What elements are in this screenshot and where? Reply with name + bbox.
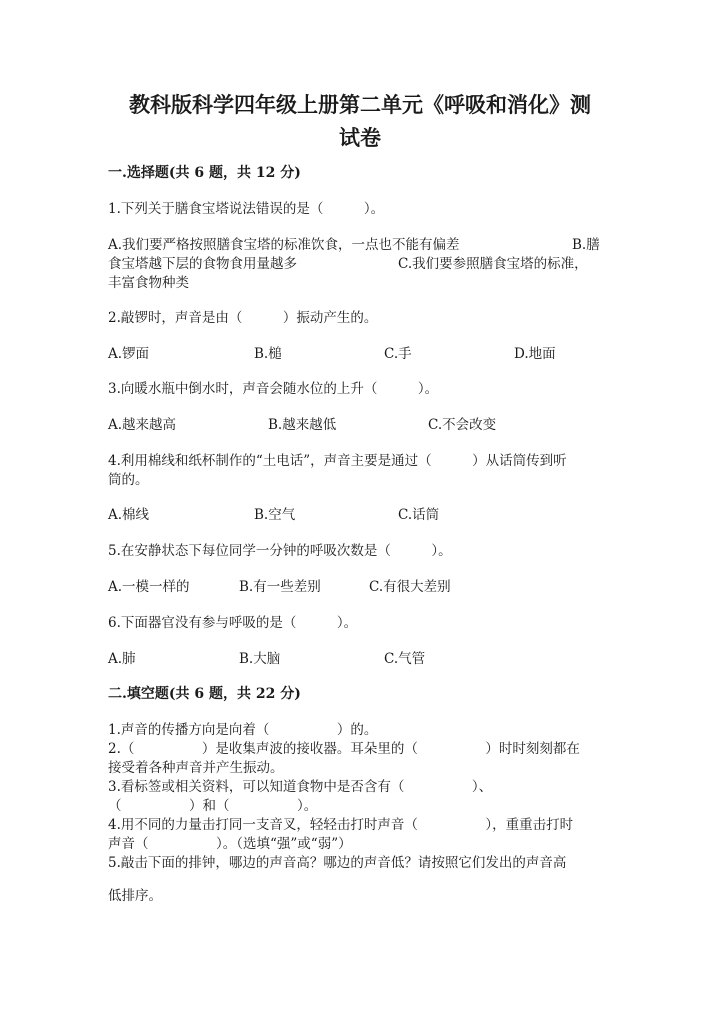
question-2-option-d: D.地面 (514, 346, 556, 362)
question-3-text: 3.向暖水瓶中倒水时，声音会随水位的上升（ ）。 (108, 381, 439, 397)
question-5-option-b: B.有一些差别 (239, 579, 321, 595)
question-1-option-a: A.我们要严格按照膳食宝塔的标准饮食，一点也不能有偏差 (108, 237, 460, 253)
fill-blank-line: 低排序。 (108, 888, 162, 904)
page-title (100, 88, 620, 154)
question-6-option-b: B.大脑 (239, 651, 281, 667)
question-2-option-a: A.锣面 (108, 346, 150, 362)
question-2-text: 2.敲锣时，声音是由（ ）振动产生的。 (108, 310, 378, 326)
question-5-option-a: A.一模一样的 (108, 579, 190, 595)
question-3-option-a: A.越来越高 (108, 417, 177, 433)
fill-blank-line: 4.用不同的力量击打同一支音叉，轻轻击打时声音（ ），重重击打时 (108, 817, 574, 833)
fill-blank-line: （ ）和（ ）。 (108, 798, 318, 814)
section-heading-fill-blank: 二.填空题(共 6 题，共 22 分) (108, 686, 301, 702)
question-2-option-c: C.手 (384, 346, 412, 362)
fill-blank-line: 2.（ ）是收集声波的接收器。耳朵里的（ ）时时刻刻都在 (108, 741, 580, 757)
question-1-text: 1.下列关于膳食宝塔说法错误的是（ ）。 (108, 201, 385, 217)
question-6-option-a: A.肺 (108, 651, 136, 667)
question-2-option-b: B.槌 (254, 346, 282, 362)
fill-blank-line: 接受着各种声音并产生振动。 (108, 760, 284, 776)
question-1-option-b-start: B.膳 (572, 237, 600, 253)
question-6-text: 6.下面器官没有参与呼吸的是（ ）。 (108, 615, 358, 631)
question-1-option-c-start: C.我们要参照膳食宝塔的标准， (398, 256, 588, 272)
question-1-option-c-rest: 丰富食物种类 (108, 275, 189, 291)
question-1-option-b-rest: 食宝塔越下层的食物食用量越多 (108, 256, 297, 272)
fill-blank-line: 5.敲击下面的排钟，哪边的声音高？哪边的声音低？请按照它们发出的声音高 (108, 855, 567, 871)
question-6-option-c: C.气管 (384, 651, 426, 667)
question-4-option-a: A.棉线 (108, 507, 150, 523)
question-5-option-c: C.有很大差别 (369, 579, 451, 595)
fill-blank-line: 3.看标签或相关资料，可以知道食物中是否含有（ ）、 (108, 779, 493, 795)
fill-blank-line: 1.声音的传播方向是向着（ ）的。 (108, 722, 378, 738)
title-line-2: 试卷 (339, 125, 381, 150)
question-4-text-line-1: 4.利用棉线和纸杯制作的“土电话”，声音主要是通过（ ）从话筒传到听 (108, 453, 567, 469)
fill-blank-line: 声音（ ）。（选填“强”或“弱”） (108, 836, 352, 852)
section-heading-choice: 一.选择题(共 6 题，共 12 分) (108, 165, 301, 181)
question-4-option-c: C.话筒 (398, 507, 440, 523)
question-3-option-c: C.不会改变 (428, 417, 497, 433)
title-line-1: 教科版科学四年级上册第二单元《呼吸和消化》测 (129, 92, 591, 117)
question-5-text: 5.在安静状态下每位同学一分钟的呼吸次数是（ ）。 (108, 543, 452, 559)
question-4-text-line-2: 筒的。 (108, 472, 149, 488)
question-3-option-b: B.越来越低 (268, 417, 337, 433)
question-4-option-b: B.空气 (254, 507, 296, 523)
